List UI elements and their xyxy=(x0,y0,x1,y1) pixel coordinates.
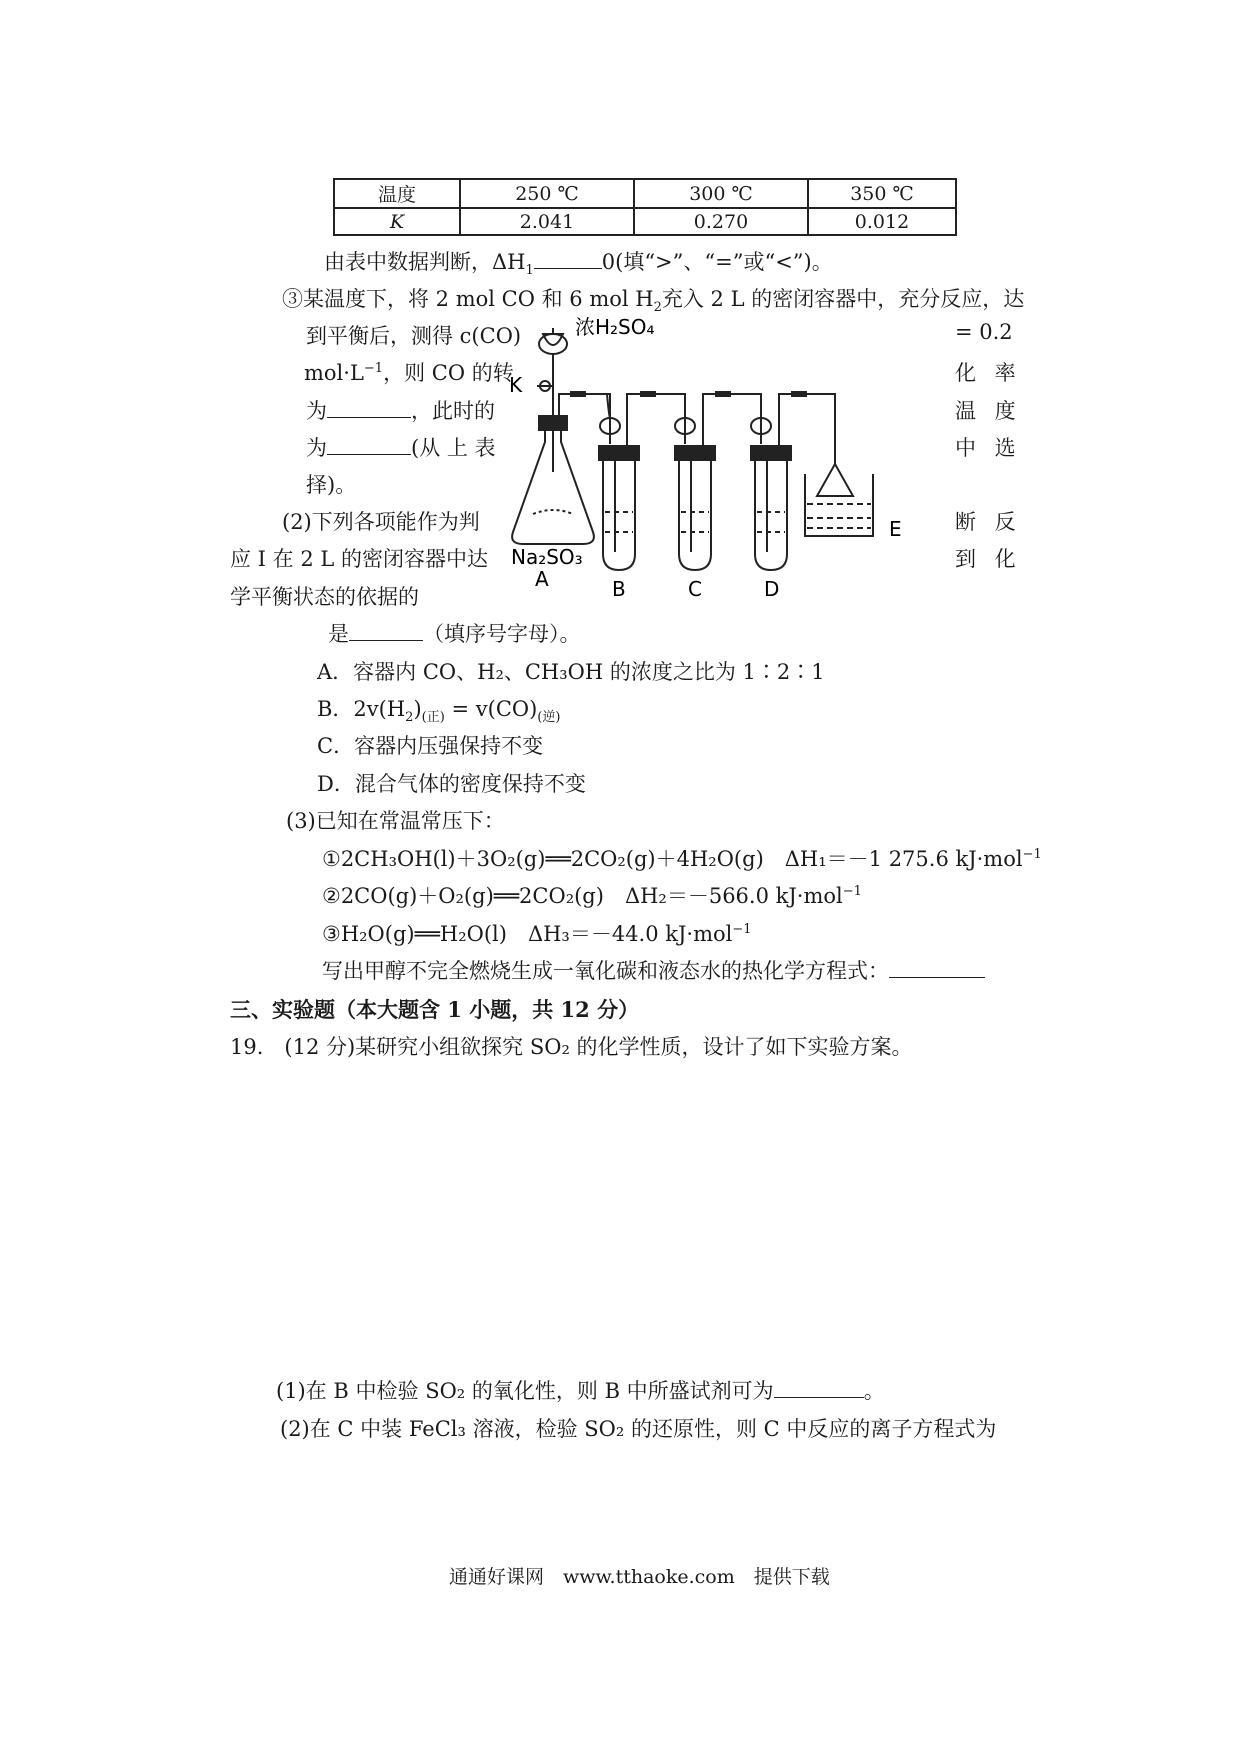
superscript: −1 xyxy=(363,361,384,376)
answer-blank xyxy=(534,268,602,269)
eq-text: ③H₂O(g)══H₂O(l) ΔH₃＝－44.0 kJ·mol xyxy=(322,922,733,946)
section-heading: 三、实验题（本大题含 1 小题，共 12 分） xyxy=(230,997,640,1022)
judge-text-end: 0(填“>”、“=”或“<”)。 xyxy=(601,250,833,274)
table-row xyxy=(334,208,956,235)
q-text: 写出甲醇不完全燃烧生成一氧化碳和液态水的热化学方程式： xyxy=(322,959,889,983)
subscript: 1 xyxy=(525,263,534,279)
wrap-text-left xyxy=(304,357,514,387)
option-d: D．混合气体的密度保持不变 xyxy=(317,772,586,796)
table-row xyxy=(334,179,956,208)
table-cell: 0.012 xyxy=(808,208,956,235)
answer-blank xyxy=(889,977,985,978)
equation-3 xyxy=(322,918,752,948)
q-text: = v(CO) xyxy=(444,697,538,721)
q2-ask-line xyxy=(328,618,581,648)
answer-blank xyxy=(774,1397,864,1398)
label-salt: Na₂SO₃ xyxy=(511,545,583,569)
table-cell: 350 ℃ xyxy=(808,179,956,208)
q19-part2: (2)在 C 中装 FeCl₃ 溶液，检验 SO₂ 的还原性，则 C 中反应的离子方程式为 xyxy=(280,1417,997,1441)
q1-part3-line xyxy=(282,283,1024,315)
q-text: （填序号字母）。 xyxy=(423,622,581,646)
answer-blank xyxy=(327,454,411,455)
label-b: B xyxy=(612,577,626,601)
q-text: 为 xyxy=(306,436,327,460)
wrap-text-right: = 0.2 xyxy=(955,320,1013,344)
wrap-text-right: 到 化 xyxy=(955,547,1022,571)
table-cell: 2.041 xyxy=(460,208,634,235)
q-text: ，则 CO 的转 xyxy=(383,361,514,385)
test-tube-c xyxy=(679,458,711,570)
eq-text: ①2CH₃OH(l)＋3O₂(g)══2CO₂(g)＋4H₂O(g) ΔH₁＝－1 275.6 kJ·mol xyxy=(322,847,1023,871)
answer-blank xyxy=(327,417,411,418)
q2-text: 应 I 在 2 L 的密闭容器中达 xyxy=(230,547,488,571)
q-text: ③某温度下，将 2 mol CO 和 6 mol H xyxy=(282,287,654,311)
wrap-text-left xyxy=(306,432,496,462)
option-a: A．容器内 CO、H₂、CH₃OH 的浓度之比为 1∶2∶1 xyxy=(317,660,825,684)
table-cell: 300 ℃ xyxy=(634,179,808,208)
superscript: −1 xyxy=(1022,847,1042,862)
page-footer: 通通好课网 www.tthaoke.com 提供下载 xyxy=(449,1566,830,1588)
option-c: C．容器内压强保持不变 xyxy=(317,734,544,758)
superscript: −1 xyxy=(842,884,862,899)
option-b xyxy=(317,693,560,725)
label-d: D xyxy=(764,577,780,601)
wrap-text-left: 到平衡后，测得 c(CO) xyxy=(306,324,522,348)
q3-ask-line xyxy=(322,955,985,985)
subscript: 2 xyxy=(653,300,662,316)
q-text: (1)在 B 中检验 SO₂ 的氧化性，则 B 中所盛试剂可为 xyxy=(276,1379,774,1403)
unit-text: mol·L xyxy=(304,361,364,385)
judge-text: 由表中数据判断，ΔH xyxy=(324,250,526,274)
equilibrium-constant-table xyxy=(333,178,957,236)
q19-part1 xyxy=(276,1375,885,1405)
test-tube-b xyxy=(603,458,635,570)
wrap-text-right: 化 率 xyxy=(955,361,1022,385)
wrap-text-left: 择)。 xyxy=(306,473,357,497)
table-cell: 0.270 xyxy=(634,208,808,235)
label-acid: 浓H₂SO₄ xyxy=(575,315,655,339)
q-text: ) xyxy=(413,697,422,721)
q-text: 为 xyxy=(306,399,327,423)
eq-text: ②2CO(g)＋O₂(g)══2CO₂(g) ΔH₂＝－566.0 kJ·mol xyxy=(322,884,843,908)
q2-text: (2)下列各项能作为判 xyxy=(282,510,480,534)
wrap-text-right: 断 反 xyxy=(955,510,1022,534)
q19-stem: 19. (12 分)某研究小组欲探究 SO₂ 的化学性质，设计了如下实验方案。 xyxy=(230,1035,913,1059)
q-text: (从 上 表 xyxy=(411,436,496,460)
equation-1 xyxy=(322,843,1042,873)
q-text: 是 xyxy=(328,622,349,646)
wrap-text-right: 中 选 xyxy=(955,436,1022,460)
judge-line xyxy=(324,246,833,278)
table-cell: 250 ℃ xyxy=(460,179,634,208)
label-c: C xyxy=(688,577,702,601)
q-text: ，此时的 xyxy=(411,399,495,423)
apparatus-diagram xyxy=(509,315,915,607)
q2-text: 学平衡状态的依据的 xyxy=(230,585,419,609)
q-text: B．2v(H xyxy=(317,697,406,721)
equation-2 xyxy=(322,880,862,910)
superscript: −1 xyxy=(732,922,752,937)
q3-intro: (3)已知在常温常压下： xyxy=(286,809,505,833)
wrap-text-right: 温 度 xyxy=(955,399,1022,423)
label-a: A xyxy=(535,567,549,591)
test-tube-d xyxy=(755,458,787,570)
answer-blank xyxy=(349,640,423,641)
subscript: (逆) xyxy=(537,710,561,726)
wrap-text-left xyxy=(306,395,495,425)
label-e: E xyxy=(889,517,902,541)
table-cell: K xyxy=(334,208,460,235)
q-text: 充入 2 L 的密闭容器中，充分反应，达 xyxy=(661,287,1025,311)
subscript: (正) xyxy=(421,710,445,726)
label-k: K xyxy=(509,373,523,397)
table-cell: 温度 xyxy=(334,179,460,208)
q-text: 。 xyxy=(863,1379,885,1403)
subscript: 2 xyxy=(405,710,414,726)
separatory-funnel xyxy=(543,328,563,345)
